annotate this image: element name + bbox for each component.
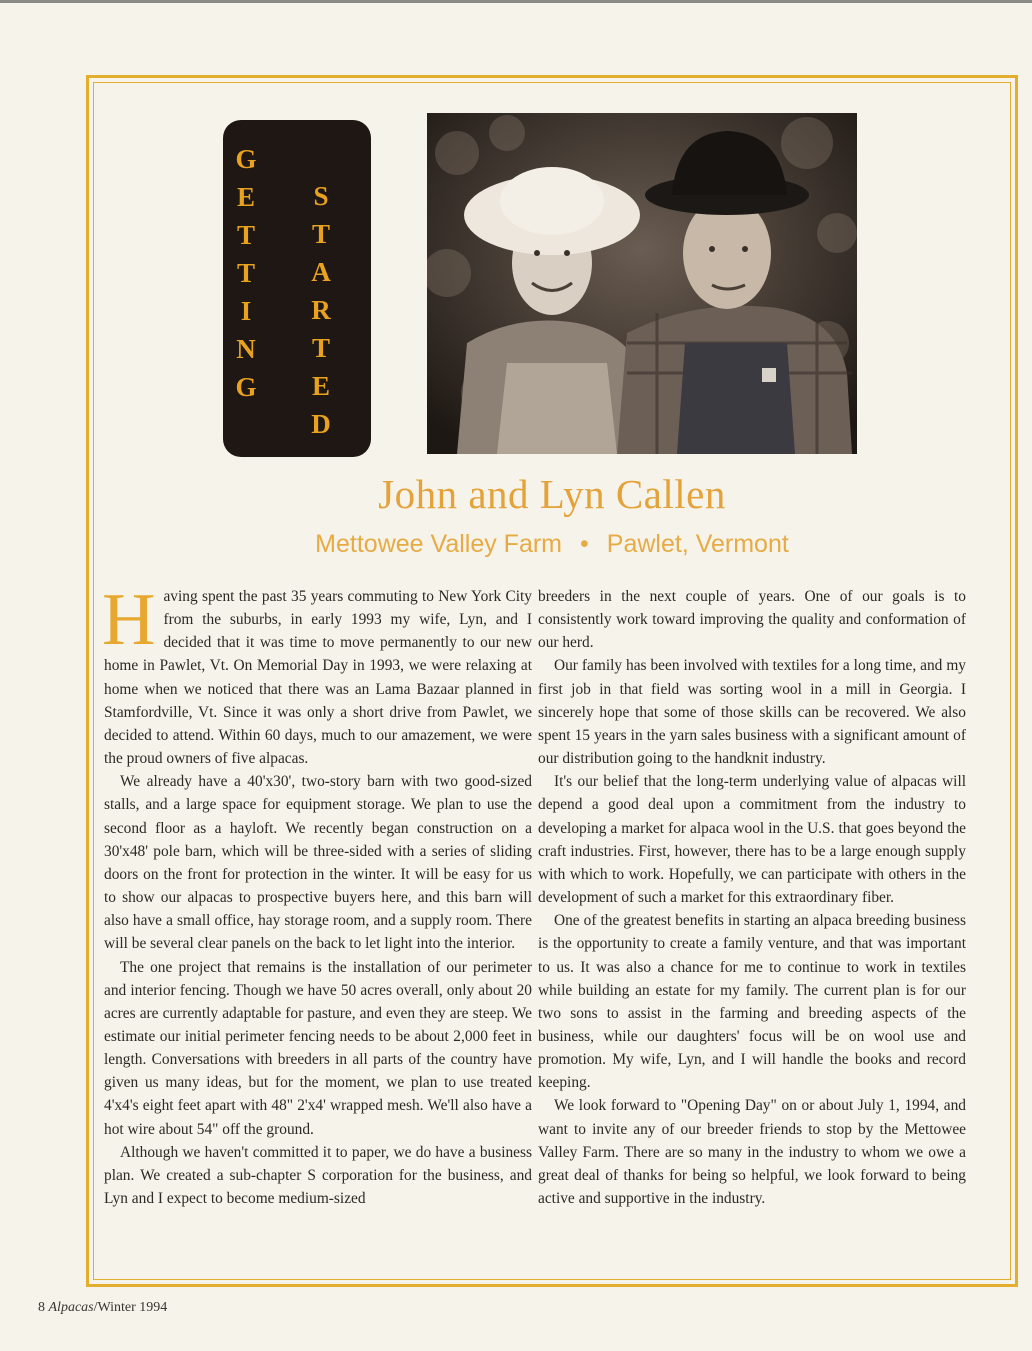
- article-title: John and Lyn Callen: [378, 471, 726, 517]
- drop-cap: H: [102, 579, 156, 661]
- issue-date: /Winter 1994: [93, 1300, 168, 1315]
- paragraph: [102, 579, 532, 770]
- banner-letter: G: [235, 144, 257, 174]
- banner-letter: G: [235, 372, 257, 402]
- banner-letter: E: [236, 182, 255, 212]
- banner-letter: N: [236, 334, 256, 364]
- banner-letter: A: [311, 257, 331, 287]
- paragraph: It's our belief that the long-term underlying value of alpacas will depend a good deal upon a commitment from the industry to developing a market for alpaca wool in the U.S. that goes beyond the craft industries. First, however, there has to be a large enough supply with which to work. Hopefully, we can participate with others in the development of such a market for this extraordinary fiber.: [538, 773, 966, 907]
- article-column-left: [102, 579, 532, 1210]
- top-rule: [0, 0, 1032, 3]
- paragraph: We already have a 40'x30', two-story barn with two good-sized stalls, and a large space for equipment storage. We plan to use the second floor as a hayloft. We recently began construction on a 30'x48' pole barn, which will be three-sided with a series of sliding doors on the front for protection in the winter. It will be easy for us to show our alpacas to prospective buyers here, and this barn will also have a small office, hay storage room, and a supply room. There will be several clear panels on the back to let light into the interior.: [104, 773, 532, 953]
- banner-letter: T: [236, 258, 255, 288]
- magazine-name: Alpacas: [48, 1300, 94, 1315]
- article-subtitle: [86, 530, 1018, 559]
- banner-letter: T: [311, 219, 330, 249]
- banner-letter: T: [311, 333, 330, 363]
- banner-word-started: [308, 177, 334, 443]
- banner-letter: E: [311, 371, 330, 401]
- paragraph: breeders in the next couple of years. One of our goals is to consistently work toward improving the quality and conformation of our herd.: [538, 588, 966, 652]
- farm-name: Mettowee Valley Farm: [315, 530, 563, 558]
- page-number: 8: [38, 1300, 45, 1315]
- page-footer: [38, 1300, 167, 1316]
- banner-letter: R: [311, 295, 331, 325]
- paragraph: The one project that remains is the installation of our perimeter and interior fencing. Though we have 50 acres overall, only about 20 acres are currently adaptable for pasture, and even they are steep. We estimate our initial perimeter fencing needs to be about 2,000 feet in length. Conversations with breeders in all parts of the country have given us many ideas, but for the moment, we plan to use treated 4'x4's eight feet apart with 48" 2'x4' wrapped mesh. We'll also have a hot wire about 54" off the ground.: [104, 958, 532, 1138]
- couple-photo: [427, 113, 857, 454]
- couple-photo-illustration: [427, 113, 857, 454]
- farm-location: Pawlet, Vermont: [606, 530, 789, 558]
- paragraph-text: aving spent the past 35 years commuting to New York City from the suburbs, in early 1993 my wife, Lyn, and I decided that it was time to move permanently to our new home in Pawlet, Vt. On Memorial Day in 1993, we were relaxing at home when we noticed that there was an Lama Bazaar planned in Stamfordville, Vt. Since it was only a short drive from Pawlet, we decided to attend. Within 60 days, much to our amazement, we were the proud owners of five alpacas.: [104, 588, 532, 768]
- banner-letter: D: [311, 409, 331, 439]
- paragraph: Although we haven't committed it to paper, we do have a business plan. We created a sub-chapter S corporation for the business, and Lyn and I expect to become medium-sized: [104, 1143, 532, 1208]
- banner-letter: S: [313, 181, 329, 211]
- getting-started-banner: [223, 120, 371, 457]
- paragraph: We look forward to "Opening Day" on or about July 1, 1994, and want to invite any of our breeder friends to stop by the Mettowee Valley Farm. There are so many in the industry to whom we owe a great deal of thanks for being so helpful, we look forward to being active and supportive in the industry.: [538, 1097, 966, 1208]
- article-column-right: [538, 585, 966, 1210]
- separator-dot: •: [580, 530, 589, 558]
- paragraph: Our family has been involved with textiles for a long time, and my first job in that field was sorting wool in a mill in Georgia. I sincerely hope that some of those skills can be recovered. We also spent 15 years in the yarn sales business with a significant amount of our distribution going to the handknit industry.: [538, 657, 966, 768]
- paragraph: One of the greatest benefits in starting an alpaca breeding business is the opportunity to create a family venture, and that was important to us. It was also a chance for me to continue to work in textiles while building an estate for my family. The current plan is for our two sons to assist in the farming and breeding aspects of the business, while our daughters' focus will be on wool use and promotion. My wife, Lyn, and I will handle the books and record keeping.: [538, 912, 966, 1092]
- banner-letter: I: [240, 296, 252, 326]
- banner-word-getting: [233, 140, 259, 406]
- banner-letter: T: [236, 220, 255, 250]
